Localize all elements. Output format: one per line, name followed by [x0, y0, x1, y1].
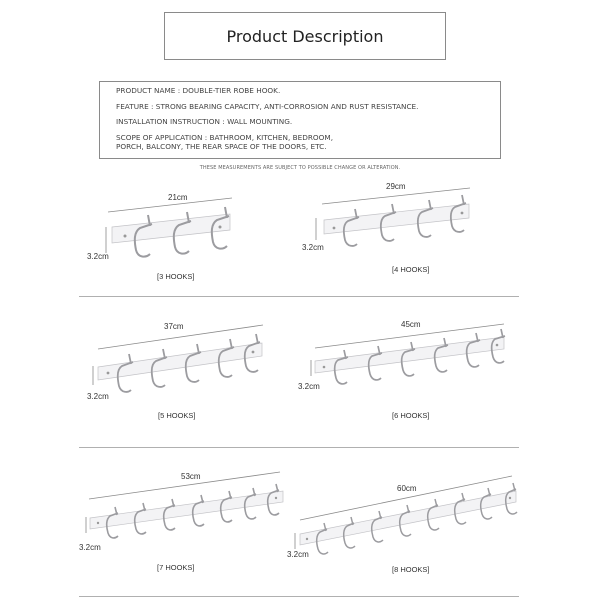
height-label: 3.2cm	[287, 550, 309, 559]
hooks-label: [7 HOOKS]	[157, 563, 195, 572]
hooks-label: [4 HOOKS]	[392, 265, 430, 274]
installation-instruction: INSTALLATION INSTRUCTION : WALL MOUNTING.	[116, 117, 293, 127]
product-name: PRODUCT NAME : DOUBLE-TIER ROBE HOOK.	[116, 86, 281, 95]
length-label: 21cm	[168, 193, 188, 202]
hooks-label: [5 HOOKS]	[158, 411, 196, 420]
page-title: Product Description	[226, 26, 384, 46]
scope-line-2: PORCH, BALCONY, THE REAR SPACE OF THE DOORS, ETC.	[116, 141, 327, 151]
length-label: 45cm	[401, 320, 421, 329]
height-label: 3.2cm	[87, 252, 109, 261]
section-divider	[79, 596, 519, 597]
scope-line-1: SCOPE OF APPLICATION : BATHROOM, KITCHEN, BEDROOM,	[116, 132, 334, 142]
length-label: 60cm	[397, 484, 417, 493]
height-label: 3.2cm	[302, 243, 324, 252]
length-label: 37cm	[164, 322, 184, 331]
length-label: 53cm	[181, 472, 201, 481]
measurement-note: THESE MEASUREMENTS ARE SUBJECT TO POSSIBLE CHANGE OR ALTERATION.	[199, 165, 401, 171]
length-label: 29cm	[386, 182, 406, 191]
hooks-label: [6 HOOKS]	[392, 411, 430, 420]
height-label: 3.2cm	[87, 392, 109, 401]
height-label: 3.2cm	[79, 543, 101, 552]
hooks-label: [3 HOOKS]	[157, 272, 195, 281]
hooks-label: [8 HOOKS]	[392, 565, 430, 574]
feature: FEATURE : STRONG BEARING CAPACITY, ANTI-CORROSION AND RUST RESISTANCE.	[116, 101, 419, 111]
height-label: 3.2cm	[298, 382, 320, 391]
